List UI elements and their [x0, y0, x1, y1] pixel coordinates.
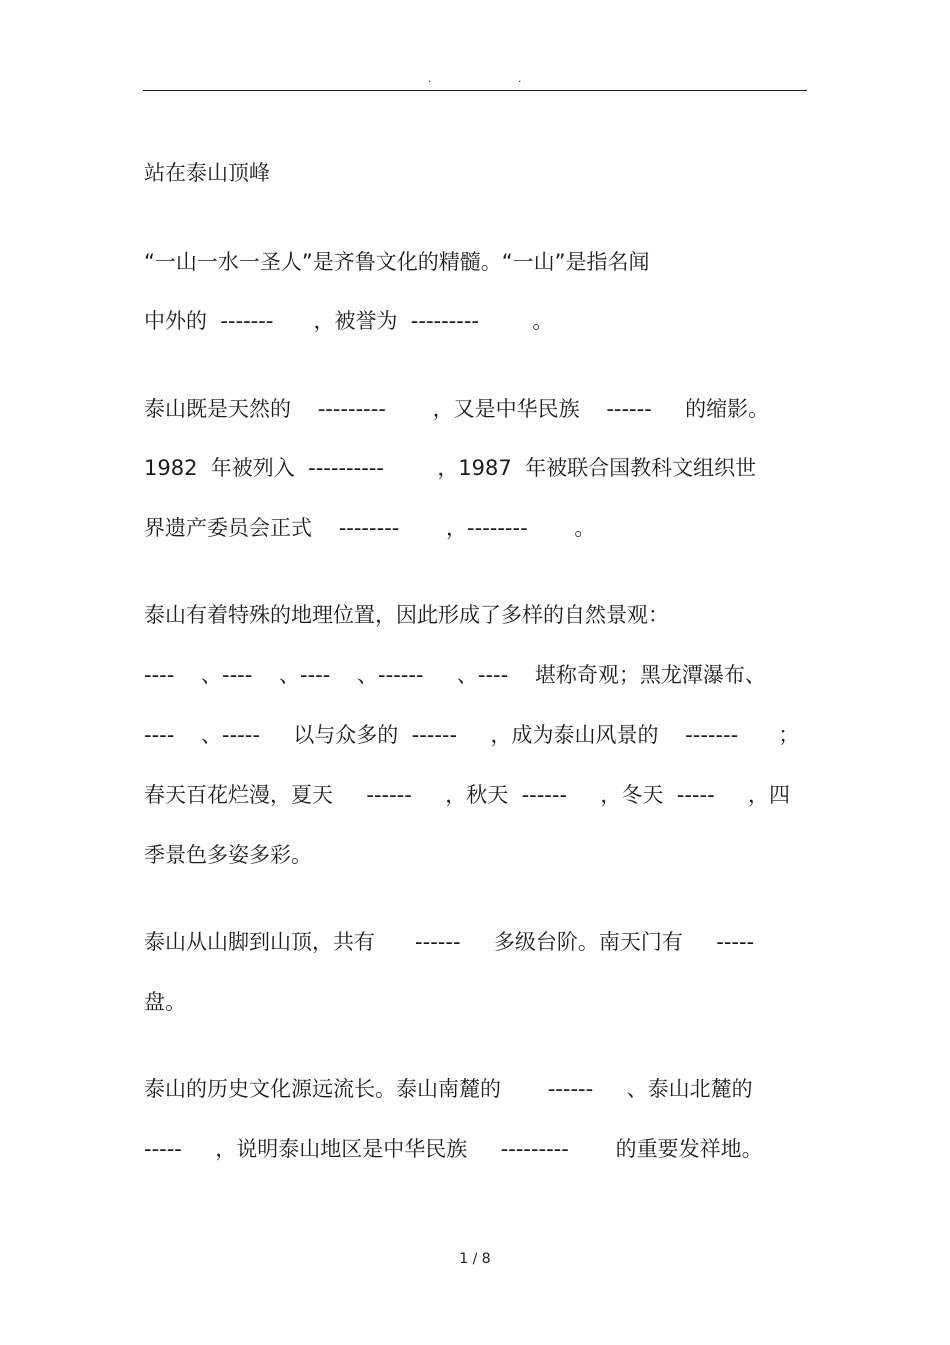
- paragraph-line: 中外的 ------- ，被誉为 --------- 。: [144, 309, 554, 333]
- paragraph-line: ----- ，说明泰山地区是中华民族 --------- 的重要发祥地。: [144, 1137, 763, 1161]
- paragraph-line: 泰山既是天然的 --------- ，又是中华民族 ------ 的缩影。: [144, 397, 770, 421]
- paragraph-line: 泰山的历史文化源远流长。泰山南麓的 ------ 、泰山北麓的: [144, 1077, 753, 1101]
- paragraph-line: ---- 、---- 、---- 、------ 、---- 堪称奇观；黑龙潭瀑布、: [144, 663, 766, 687]
- paragraph-line: 泰山从山脚到山顶，共有 ------ 多级台阶。南天门有 -----: [144, 930, 755, 954]
- paragraph-line: 界遗产委员会正式 -------- ，-------- 。: [144, 516, 596, 540]
- paragraph-line: ---- 、----- 以与众多的 ------ ，成为泰山风景的 ------- ；: [144, 723, 800, 747]
- header-dot-left: .: [428, 72, 432, 85]
- paragraph-line: 盘。: [144, 990, 186, 1014]
- paragraph-line: 春天百花烂漫，夏天 ------ ，秋天 ------ ，冬天 ----- ，四: [144, 783, 791, 807]
- header-divider: [143, 90, 807, 91]
- paragraph-line: 季景色多姿多彩。: [144, 843, 312, 867]
- paragraph-line: 1982 年被列入 ---------- ，1987 年被联合国教科文组织世: [144, 456, 757, 480]
- paragraph-line: 泰山有着特殊的地理位置，因此形成了多样的自然景观：: [144, 603, 669, 627]
- header-dot-right: .: [518, 72, 522, 85]
- document-title: 站在泰山顶峰: [144, 161, 270, 185]
- page-header: [0, 72, 950, 86]
- page-number: 1 / 8: [459, 1251, 491, 1267]
- paragraph-line: “一山一水一圣人”是齐鲁文化的精髓。“一山”是指名闻: [144, 250, 650, 274]
